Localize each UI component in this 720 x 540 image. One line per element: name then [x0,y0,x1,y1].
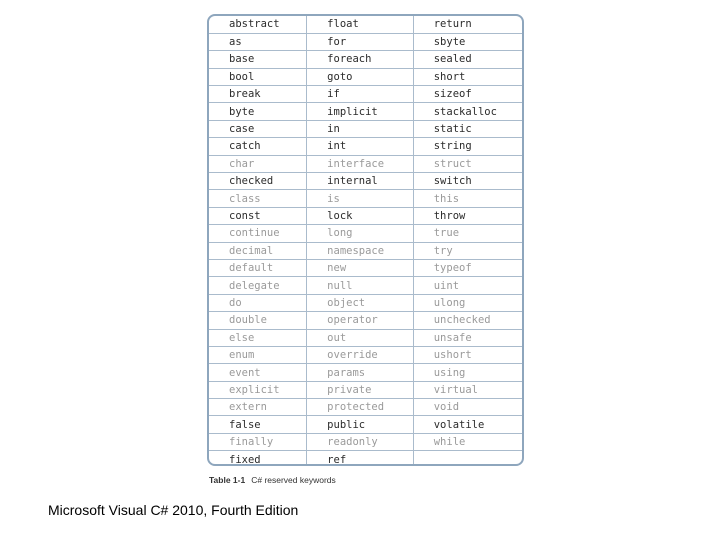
table-row [209,155,522,172]
keyword-cell: this [413,190,522,207]
keyword-cell: as [209,33,307,50]
keyword-cell: if [307,86,414,103]
keyword-cell: goto [307,68,414,85]
keyword-cell: unsafe [413,329,522,346]
keyword-cell: short [413,68,522,85]
keyword-cell: object [307,294,414,311]
keyword-cell: params [307,364,414,381]
keyword-cell: lock [307,207,414,224]
keyword-cell: default [209,259,307,276]
keyword-cell: char [209,155,307,172]
keyword-cell: volatile [413,416,522,433]
caption-label: Table 1-1 [209,475,246,485]
keyword-cell: namespace [307,242,414,259]
table-caption [209,475,336,485]
keyword-cell: static [413,120,522,137]
keyword-cell: else [209,329,307,346]
keyword-cell: ref [307,451,414,466]
keyword-cell: finally [209,433,307,450]
keyword-cell: false [209,416,307,433]
keyword-cell: operator [307,312,414,329]
keyword-cell: internal [307,173,414,190]
table-row [209,399,522,416]
table-row [209,86,522,103]
table-row [209,277,522,294]
table-row [209,33,522,50]
keyword-cell: out [307,329,414,346]
table-row [209,451,522,466]
table-row [209,381,522,398]
keyword-cell: null [307,277,414,294]
table-row [209,242,522,259]
keyword-cell: delegate [209,277,307,294]
table-row [209,416,522,433]
keyword-cell: event [209,364,307,381]
keyword-cell: override [307,346,414,363]
keyword-cell: foreach [307,51,414,68]
table-row [209,433,522,450]
keyword-cell: private [307,381,414,398]
table-row [209,346,522,363]
keyword-cell: string [413,138,522,155]
keyword-cell: interface [307,155,414,172]
keyword-cell: return [413,16,522,33]
keyword-cell: break [209,86,307,103]
table-row [209,138,522,155]
keyword-cell: decimal [209,242,307,259]
keyword-cell: byte [209,103,307,120]
keyword-cell: protected [307,399,414,416]
table-row [209,68,522,85]
keyword-cell: new [307,259,414,276]
keyword-cell: ulong [413,294,522,311]
keyword-cell: uint [413,277,522,294]
keywords-table-body [209,16,522,466]
keyword-cell: stackalloc [413,103,522,120]
table-row [209,173,522,190]
keywords-table-frame [207,14,524,466]
keyword-cell: enum [209,346,307,363]
keyword-cell: catch [209,138,307,155]
keyword-cell: long [307,225,414,242]
keyword-cell: fixed [229,453,261,466]
keyword-cell: throw [413,207,522,224]
table-row [209,103,522,120]
table-row [209,294,522,311]
keyword-cell: using [413,364,522,381]
table-row [209,207,522,224]
keyword-cell: public [307,416,414,433]
keyword-cell: void [413,399,522,416]
keyword-cell: try [413,242,522,259]
table-row [209,312,522,329]
keyword-cell: sbyte [413,33,522,50]
keyword-cell: is [307,190,414,207]
table-row [209,259,522,276]
keyword-cell: typeof [413,259,522,276]
table-row [209,190,522,207]
keyword-cell: in [307,120,414,137]
keyword-cell: sealed [413,51,522,68]
table-row [209,329,522,346]
keyword-cell: extern [209,399,307,416]
keyword-cell: float [307,16,414,33]
table-row [209,120,522,137]
keywords-table [209,16,522,466]
table-row [209,225,522,242]
keyword-cell: ushort [413,346,522,363]
keyword-cell [413,451,522,466]
keyword-cell: true [413,225,522,242]
keyword-cell: sizeof [413,86,522,103]
footer-text: Microsoft Visual C# 2010, Fourth Edition [48,502,299,518]
keyword-cell: case [209,120,307,137]
keyword-cell: bool [209,68,307,85]
keyword-cell: const [209,207,307,224]
keyword-cell: class [209,190,307,207]
keyword-cell: do [209,294,307,311]
keyword-cell: for [307,33,414,50]
keyword-cell: explicit [209,381,307,398]
keyword-cell: double [209,312,307,329]
caption-text: C# reserved keywords [251,475,336,485]
keyword-cell: continue [209,225,307,242]
keyword-cell: struct [413,155,522,172]
table-row [209,51,522,68]
keyword-cell: virtual [413,381,522,398]
keyword-cell: readonly [307,433,414,450]
keyword-cell: int [307,138,414,155]
keyword-cell: checked [209,173,307,190]
keyword-cell: implicit [307,103,414,120]
keyword-cell: while [413,433,522,450]
keyword-cell: abstract [209,16,307,33]
table-row [209,16,522,33]
keyword-cell: switch [413,173,522,190]
table-row [209,364,522,381]
keyword-cell: base [209,51,307,68]
keyword-cell: unchecked [413,312,522,329]
